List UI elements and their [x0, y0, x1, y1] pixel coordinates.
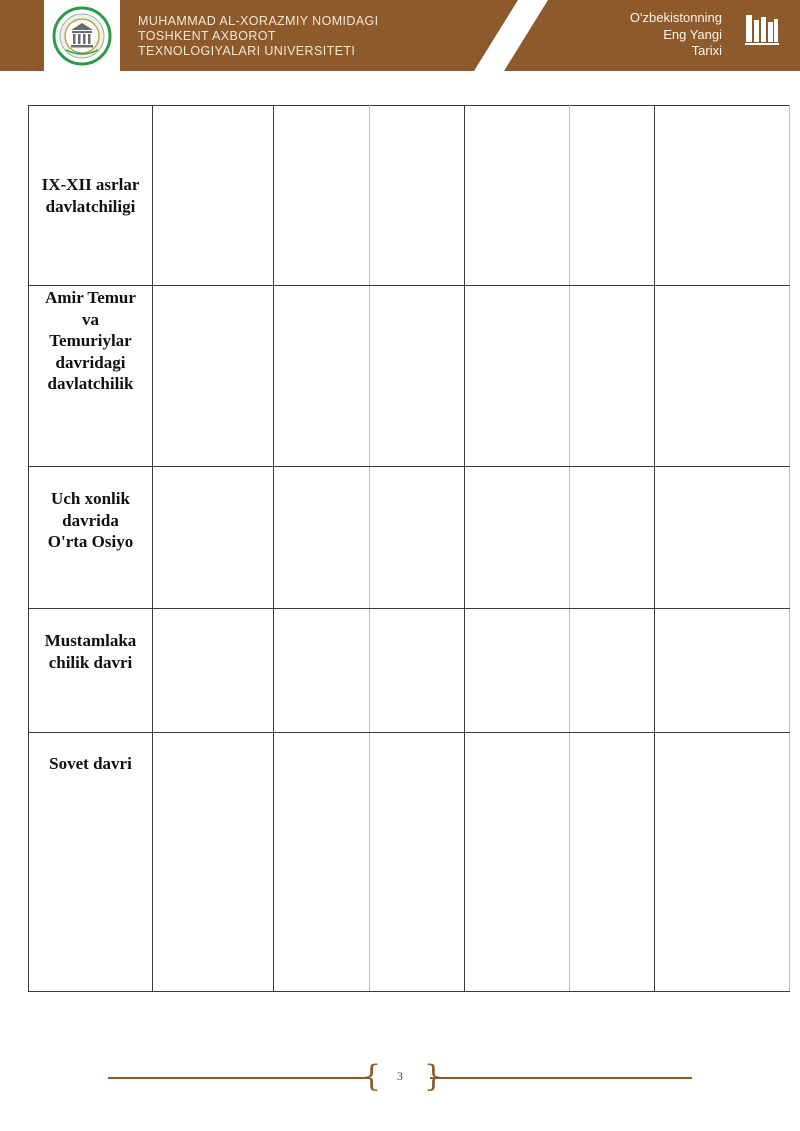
table-cell[interactable] — [370, 609, 465, 733]
table-cell[interactable] — [655, 467, 790, 609]
table-cell[interactable] — [370, 286, 465, 467]
row-label — [29, 174, 152, 217]
row-label-cell — [29, 106, 153, 286]
footer-rule-left — [108, 1077, 370, 1079]
table-cell[interactable] — [274, 467, 370, 609]
page-header — [0, 0, 800, 71]
table-row — [29, 609, 790, 733]
footer-rule-right — [430, 1077, 692, 1079]
table-cell[interactable] — [153, 467, 274, 609]
row-label-line: Sovet davri — [49, 754, 132, 773]
university-name — [138, 14, 379, 59]
university-pillars-icon — [52, 6, 112, 66]
table-cell[interactable] — [370, 733, 465, 992]
table-cell[interactable] — [153, 733, 274, 992]
row-label-line: Mustamlaka — [44, 631, 137, 650]
table-cell[interactable] — [153, 609, 274, 733]
books-icon — [745, 12, 779, 46]
table-cell[interactable] — [570, 286, 655, 467]
table-cell[interactable] — [153, 286, 274, 467]
table-cell[interactable] — [570, 609, 655, 733]
table-cell[interactable] — [465, 286, 570, 467]
table-row — [29, 733, 790, 992]
row-label — [29, 286, 152, 395]
table-cell[interactable] — [570, 467, 655, 609]
university-logo — [44, 0, 120, 71]
history-table — [28, 105, 790, 992]
table-cell[interactable] — [655, 609, 790, 733]
row-label-cell — [29, 733, 153, 992]
table-cell[interactable] — [465, 609, 570, 733]
table-cell[interactable] — [274, 733, 370, 992]
row-label-line: chilik davri — [48, 652, 133, 672]
row-label-cell — [29, 609, 153, 733]
table-cell[interactable] — [655, 733, 790, 992]
row-label-line: davridagi — [55, 352, 126, 372]
university-name-line: TEXNOLOGIYALARI UNIVERSITETI — [138, 44, 356, 58]
table-cell[interactable] — [370, 467, 465, 609]
row-label-cell — [29, 467, 153, 609]
university-name-line: TOSHKENT AXBOROT — [138, 29, 276, 43]
table-cell[interactable] — [153, 106, 274, 286]
table-cell[interactable] — [570, 106, 655, 286]
row-label-line: davlatchilik — [47, 374, 134, 393]
table-cell[interactable] — [274, 106, 370, 286]
page-number: 3 — [397, 1069, 403, 1083]
row-label — [29, 609, 152, 673]
course-title — [630, 10, 722, 60]
table-cell[interactable] — [465, 467, 570, 609]
table-cell[interactable] — [465, 106, 570, 286]
table-cell[interactable] — [570, 733, 655, 992]
table-row — [29, 467, 790, 609]
row-label-line: IX-XII asrlar — [41, 175, 140, 194]
row-label-line: davlatchiligi — [45, 196, 136, 216]
course-title-line: O'zbekistonning — [629, 10, 722, 25]
row-label-line: Temuriylar — [49, 331, 132, 350]
row-label-line: O'rta Osiyo — [47, 532, 134, 551]
course-title-line: Tarixi — [691, 43, 722, 58]
row-label-line: Amir Temur — [45, 288, 136, 307]
table-cell[interactable] — [370, 106, 465, 286]
row-label-cell — [29, 286, 153, 467]
table-cell[interactable] — [274, 609, 370, 733]
row-label — [29, 733, 152, 775]
table-cell[interactable] — [465, 733, 570, 992]
table-row — [29, 286, 790, 467]
university-name-line: MUHAMMAD AL-XORAZMIY NOMIDAGI — [138, 14, 379, 28]
course-title-line: Eng Yangi — [663, 26, 722, 42]
row-label-line: Uch xonlik — [51, 489, 130, 508]
right-brace-icon: } — [424, 1059, 444, 1094]
row-label-line: va — [82, 309, 99, 329]
table-cell[interactable] — [274, 286, 370, 467]
table-cell[interactable] — [655, 106, 790, 286]
table-row — [29, 106, 790, 286]
left-brace-icon: { — [362, 1059, 382, 1094]
table-cell[interactable] — [655, 286, 790, 467]
row-label-line: davrida — [62, 510, 119, 530]
row-label — [29, 467, 152, 553]
